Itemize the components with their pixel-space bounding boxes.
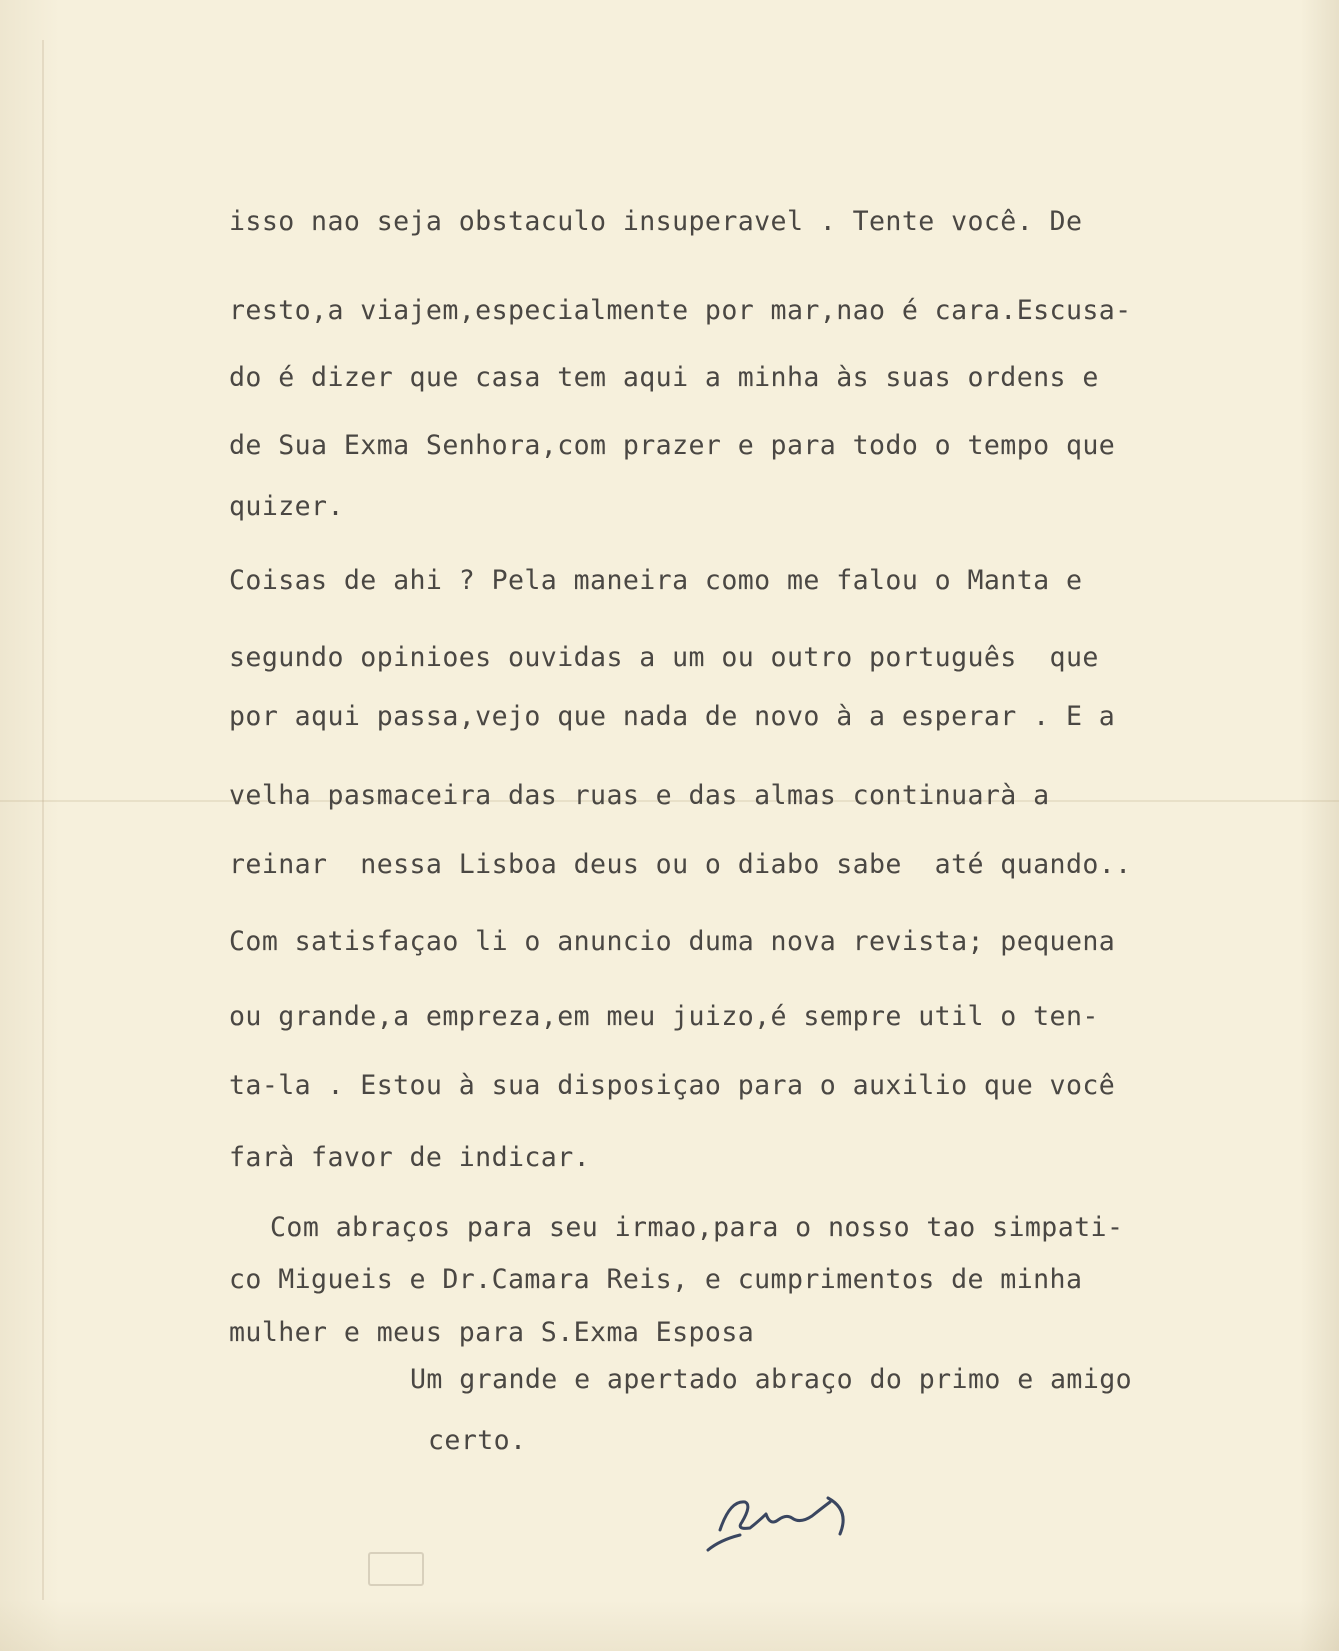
letter-line: velha pasmaceira das ruas e das almas continuarà a — [229, 780, 1050, 811]
letter-line: Com abraços para seu irmao,para o nosso tao simpati- — [270, 1212, 1124, 1243]
handwritten-signature — [700, 1480, 870, 1560]
letter-line: ou grande,a empreza,em meu juizo,é sempre util o ten- — [229, 1001, 1099, 1032]
letter-line: do é dizer que casa tem aqui a minha às suas ordens e — [229, 362, 1099, 393]
letter-line: quizer. — [229, 491, 344, 522]
letter-line: ta-la . Estou à sua disposiçao para o auxilio que você — [229, 1070, 1116, 1101]
letter-line: mulher e meus para S.Exma Esposa — [229, 1317, 755, 1348]
closing-word: certo. — [428, 1425, 527, 1456]
closing-line: Um grande e apertado abraço do primo e amigo — [410, 1364, 1133, 1395]
paper-edge-shadow — [42, 40, 44, 1600]
archive-stamp — [368, 1552, 424, 1586]
letter-line: reinar nessa Lisboa deus ou o diabo sabe até quando.. — [229, 849, 1132, 880]
letter-line: Coisas de ahi ? Pela maneira como me falou o Manta e — [229, 565, 1083, 596]
letter-line: isso nao seja obstaculo insuperavel . Tente você. De — [229, 206, 1083, 237]
letter-line: farà favor de indicar. — [229, 1142, 591, 1173]
letter-line: resto,a viajem,especialmente por mar,nao é cara.Escusa- — [229, 295, 1132, 326]
letter-line: de Sua Exma Senhora,com prazer e para todo o tempo que — [229, 430, 1116, 461]
letter-line: co Migueis e Dr.Camara Reis, e cumprimentos de minha — [229, 1264, 1083, 1295]
letter-line: Com satisfaçao li o anuncio duma nova revista; pequena — [229, 926, 1116, 957]
letter-line: por aqui passa,vejo que nada de novo à a esperar . E a — [229, 701, 1116, 732]
letter-line: segundo opinioes ouvidas a um ou outro português que — [229, 642, 1099, 673]
